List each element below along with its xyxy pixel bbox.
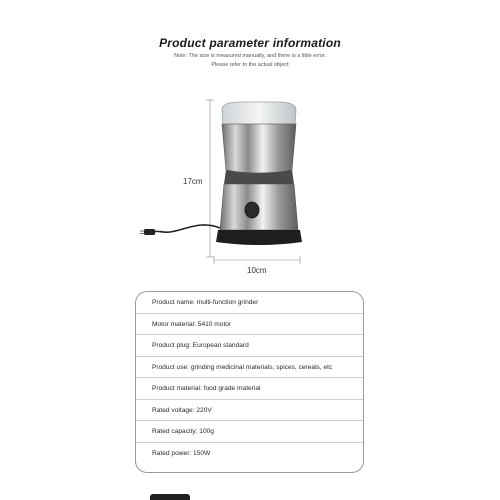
plug [144,229,155,235]
spec-table [135,291,364,473]
grinder-lid [222,102,296,124]
bottom-edge-tab [150,494,190,500]
height-dimension-line [206,100,214,257]
spec-row-rated-capacity: Rated capacity: 100g [136,421,363,443]
spec-row-product-plug: Product plug: European standard [136,335,363,357]
spec-row-rated-voltage: Rated voltage: 220V [136,400,363,422]
width-dimension-label: 10cm [247,266,267,275]
grinder-cup [222,124,296,173]
grinder-product-image [140,90,360,280]
grinder-base [216,230,302,245]
spec-row-motor-material: Motor material: 5410 motor [136,314,363,336]
power-button [245,202,259,218]
measurement-note: Note: The size is measured manually, and there is a little error. [173,53,327,59]
width-dimension-line [214,256,300,264]
spec-row-product-name: Product name: multi-function grinder [136,292,363,314]
reference-note: Please refer to the actual object [211,62,289,68]
spec-row-product-use: Product use: grinding medicinal materials, spices, cereals, etc [136,357,363,379]
height-dimension-label: 17cm [183,177,203,186]
spec-row-product-material: Product material: food grade material [136,378,363,400]
page-title: Product parameter information [159,36,341,50]
spec-row-rated-power: Rated power: 150W [152,449,211,457]
